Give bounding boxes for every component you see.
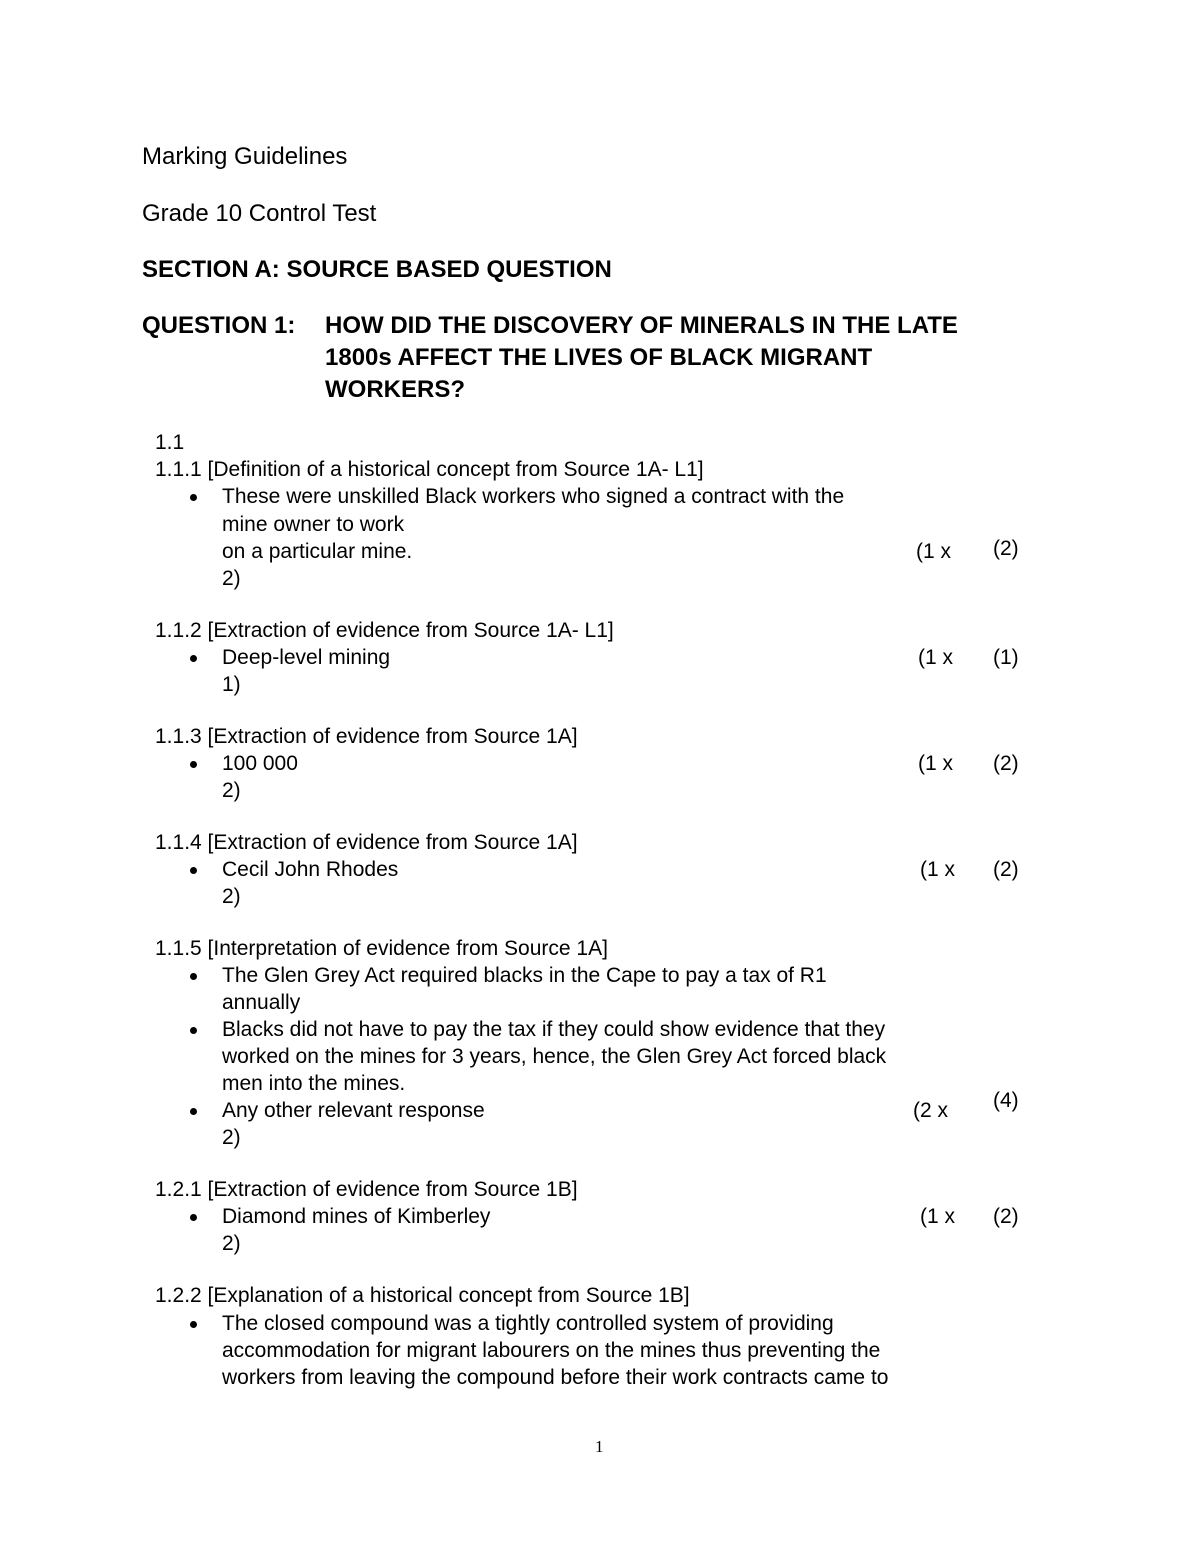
q115-allocation: (2 x <box>913 1099 949 1122</box>
question-label: QUESTION 1: <box>142 312 296 339</box>
q111-heading: 1.1.1 [Definition of a historical concept from Source 1A- L1] <box>155 458 704 481</box>
q114-allocation: (1 x <box>920 858 956 881</box>
q115-answer-1-line-2: annually <box>222 991 301 1014</box>
document-title: Marking Guidelines <box>142 143 348 170</box>
bullet-icon <box>190 494 197 501</box>
question-title-line-3: WORKERS? <box>325 376 465 403</box>
bullet-icon <box>190 1027 197 1034</box>
q113-heading: 1.1.3 [Extraction of evidence from Source 1A] <box>155 725 578 748</box>
q115-marks: (4) <box>993 1089 1019 1112</box>
q122-answer-line-1: The closed compound was a tightly controlled system of providing <box>222 1312 834 1335</box>
q121-answer: Diamond mines of Kimberley <box>222 1205 491 1228</box>
q115-answer-2-line-1: Blacks did not have to pay the tax if they could show evidence that they <box>222 1018 886 1041</box>
q121-heading: 1.2.1 [Extraction of evidence from Source 1B] <box>155 1178 578 1201</box>
q113-marks: (2) <box>993 752 1019 775</box>
q115-answer-2-line-2: worked on the mines for 3 years, hence, the Glen Grey Act forced black <box>222 1045 887 1068</box>
q111-answer-line-3: on a particular mine. <box>222 540 413 563</box>
bullet-icon <box>190 655 197 662</box>
bullet-icon <box>190 1321 197 1328</box>
q112-marks: (1) <box>993 646 1019 669</box>
q122-answer-line-2: accommodation for migrant labourers on the mines thus preventing the <box>222 1339 881 1362</box>
question-title-line-1: HOW DID THE DISCOVERY OF MINERALS IN THE LATE <box>325 312 958 339</box>
q111-marks: (2) <box>993 537 1019 560</box>
q114-allocation-cont: 2) <box>222 885 241 908</box>
q115-answer-2-line-3: men into the mines. <box>222 1072 406 1095</box>
bullet-icon <box>190 973 197 980</box>
heading-1-1: 1.1 <box>155 431 185 454</box>
q114-answer: Cecil John Rhodes <box>222 858 399 881</box>
document-subtitle: Grade 10 Control Test <box>142 200 377 227</box>
q115-answer-3: Any other relevant response <box>222 1099 485 1122</box>
q111-allocation-cont: 2) <box>222 567 241 590</box>
q121-allocation-cont: 2) <box>222 1232 241 1255</box>
bullet-icon <box>190 1108 197 1115</box>
q114-heading: 1.1.4 [Extraction of evidence from Source 1A] <box>155 831 578 854</box>
q121-marks: (2) <box>993 1205 1019 1228</box>
q112-heading: 1.1.2 [Extraction of evidence from Source 1A- L1] <box>155 619 614 642</box>
page-number: 1 <box>595 1437 604 1456</box>
q113-allocation: (1 x <box>918 752 954 775</box>
q122-answer-line-3: workers from leaving the compound before their work contracts came to <box>222 1366 889 1389</box>
q115-heading: 1.1.5 [Interpretation of evidence from Source 1A] <box>155 937 608 960</box>
q113-answer: 100 000 <box>222 752 298 775</box>
q114-marks: (2) <box>993 858 1019 881</box>
bullet-icon <box>190 867 197 874</box>
q115-allocation-cont: 2) <box>222 1126 241 1149</box>
q122-heading: 1.2.2 [Explanation of a historical concept from Source 1B] <box>155 1284 690 1307</box>
q111-answer-line-1: These were unskilled Black workers who signed a contract with the <box>222 485 845 508</box>
q115-answer-1-line-1: The Glen Grey Act required blacks in the Cape to pay a tax of R1 <box>222 964 827 987</box>
q112-allocation-cont: 1) <box>222 673 241 696</box>
q113-allocation-cont: 2) <box>222 779 241 802</box>
bullet-icon <box>190 1214 197 1221</box>
q112-answer: Deep-level mining <box>222 646 391 669</box>
q112-allocation: (1 x <box>918 646 954 669</box>
section-heading: SECTION A: SOURCE BASED QUESTION <box>142 256 612 283</box>
bullet-icon <box>190 761 197 768</box>
q111-answer-line-2: mine owner to work <box>222 513 405 536</box>
question-title-line-2: 1800s AFFECT THE LIVES OF BLACK MIGRANT <box>325 344 873 371</box>
q111-allocation: (1 x <box>916 540 952 563</box>
q121-allocation: (1 x <box>920 1205 956 1228</box>
